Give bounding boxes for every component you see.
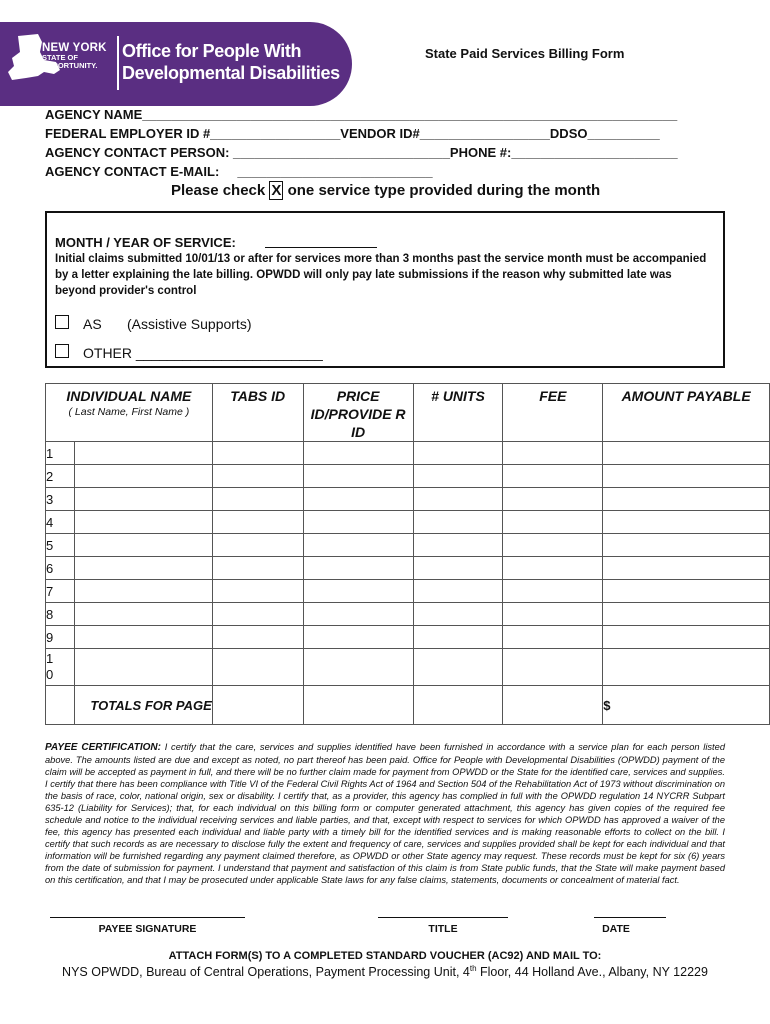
- row-amount-cell[interactable]: [603, 511, 770, 534]
- row-fee-cell[interactable]: [503, 511, 603, 534]
- row-price-cell[interactable]: [303, 488, 413, 511]
- row-number: 6: [46, 557, 75, 580]
- form-title: State Paid Services Billing Form: [425, 46, 625, 61]
- tabs-id-header: TABS ID: [212, 384, 303, 442]
- row-units-cell[interactable]: [413, 603, 503, 626]
- ny-state-name: NEW YORK: [42, 42, 107, 54]
- ny-state-tagline-1: STATE OF: [42, 53, 78, 62]
- row-tabs-cell[interactable]: [212, 488, 303, 511]
- row-fee-cell[interactable]: [503, 442, 603, 465]
- units-header: # UNITS: [413, 384, 503, 442]
- row-tabs-cell[interactable]: [212, 626, 303, 649]
- late-billing-note: Initial claims submitted 10/01/13 or after for services more than 3 months past the service month must be accompanied by a letter explaining the late billing. OPWDD will only pay late submissions if the reason why submitted late was beyond provider's control: [55, 253, 707, 297]
- table-row: [46, 488, 770, 511]
- address-part-2: Floor, 44 Holland Ave., Albany, NY 12229: [476, 965, 708, 980]
- row-units-cell[interactable]: [413, 511, 503, 534]
- row-name-cell[interactable]: [74, 626, 212, 649]
- row-number: 5: [46, 534, 75, 557]
- table-row: [46, 557, 770, 580]
- row-name-cell[interactable]: [74, 465, 212, 488]
- attach-instructions: ATTACH FORM(S) TO A COMPLETED STANDARD VOUCHER (AC92) AND MAIL TO:: [168, 950, 602, 962]
- table-body: [46, 442, 770, 686]
- row-amount-cell[interactable]: [603, 488, 770, 511]
- row-tabs-cell[interactable]: [212, 511, 303, 534]
- row-price-cell[interactable]: [303, 603, 413, 626]
- row-tabs-cell[interactable]: [212, 465, 303, 488]
- row-amount-cell[interactable]: [603, 557, 770, 580]
- table-header-row: [46, 384, 770, 442]
- row-price-cell[interactable]: [303, 511, 413, 534]
- billing-table: [45, 383, 770, 725]
- row-amount-cell[interactable]: [603, 649, 770, 686]
- row-price-cell[interactable]: [303, 580, 413, 603]
- row-units-cell[interactable]: [413, 557, 503, 580]
- individual-name-header-hint: ( Last Name, First Name ): [68, 406, 190, 418]
- totals-fee-cell: [503, 686, 603, 725]
- opwdd-header-banner: [0, 22, 352, 106]
- row-name-cell[interactable]: [74, 534, 212, 557]
- title-label: TITLE: [428, 923, 458, 935]
- row-fee-cell[interactable]: [503, 649, 603, 686]
- totals-label: TOTALS FOR PAGE: [74, 686, 212, 725]
- table-row: [46, 442, 770, 465]
- row-units-cell[interactable]: [413, 488, 503, 511]
- totals-amount-cell[interactable]: $: [603, 686, 770, 725]
- table-row: [46, 603, 770, 626]
- date-label: DATE: [602, 923, 630, 935]
- fein-vendor-ddso-field[interactable]: FEDERAL EMPLOYER ID #__________________VENDOR ID#__________________DDSO__________: [45, 126, 660, 141]
- date-line[interactable]: [594, 917, 666, 918]
- row-amount-cell[interactable]: [603, 465, 770, 488]
- row-number: 9: [46, 626, 75, 649]
- row-amount-cell[interactable]: [603, 580, 770, 603]
- row-tabs-cell[interactable]: [212, 557, 303, 580]
- row-price-cell[interactable]: [303, 465, 413, 488]
- row-units-cell[interactable]: [413, 465, 503, 488]
- row-units-cell[interactable]: [413, 626, 503, 649]
- amount-payable-header: AMOUNT PAYABLE: [603, 384, 770, 442]
- row-units-cell[interactable]: [413, 580, 503, 603]
- address-floor-suffix: th: [469, 964, 477, 973]
- check-mark-example: X: [271, 182, 282, 199]
- address-part-1: NYS OPWDD, Bureau of Central Operations, Payment Processing Unit, 4: [62, 965, 470, 980]
- payee-signature-label: PAYEE SIGNATURE: [98, 923, 197, 935]
- row-amount-cell[interactable]: [603, 603, 770, 626]
- ny-state-wordmark: [42, 42, 107, 70]
- row-fee-cell[interactable]: [503, 465, 603, 488]
- certification-heading: PAYEE CERTIFICATION:: [45, 742, 161, 753]
- row-price-cell[interactable]: [303, 534, 413, 557]
- table-row: [46, 580, 770, 603]
- row-name-cell[interactable]: [74, 488, 212, 511]
- row-number: 1 0: [46, 649, 75, 686]
- agency-name-line-1: Office for People With: [122, 41, 302, 61]
- row-name-cell[interactable]: [74, 580, 212, 603]
- totals-price-cell: [303, 686, 413, 725]
- row-price-cell[interactable]: [303, 557, 413, 580]
- assistive-supports-checkbox[interactable]: [55, 315, 69, 329]
- instruction-prefix: Please check: [171, 182, 270, 199]
- table-row: [46, 649, 770, 686]
- row-name-cell[interactable]: [74, 649, 212, 686]
- individual-name-header-label: INDIVIDUAL NAME: [66, 388, 192, 404]
- row-amount-cell[interactable]: [603, 626, 770, 649]
- row-units-cell[interactable]: [413, 534, 503, 557]
- row-tabs-cell[interactable]: [212, 580, 303, 603]
- banner-divider: [117, 36, 119, 90]
- row-number: 2: [46, 465, 75, 488]
- table-row: [46, 534, 770, 557]
- mailing-address: [0, 964, 770, 979]
- totals-num-cell: [46, 686, 75, 725]
- agency-name-field[interactable]: AGENCY NAME__________________________________________________________________________: [45, 107, 678, 122]
- price-id-header: PRICE ID/PROVIDE R ID: [303, 384, 413, 442]
- agency-wordmark: [122, 40, 340, 84]
- row-units-cell[interactable]: [413, 649, 503, 686]
- row-tabs-cell[interactable]: [212, 649, 303, 686]
- totals-tabs-cell: [212, 686, 303, 725]
- other-service-field[interactable]: OTHER ________________________: [83, 345, 323, 361]
- agency-name-line-2: Developmental Disabilities: [122, 63, 340, 83]
- row-name-cell[interactable]: [74, 511, 212, 534]
- totals-units-cell: [413, 686, 503, 725]
- payee-signature-line[interactable]: [50, 917, 245, 918]
- other-service-checkbox[interactable]: [55, 344, 69, 358]
- row-name-cell[interactable]: [74, 442, 212, 465]
- totals-row: [46, 686, 770, 725]
- instruction-suffix: one service type provided during the month: [283, 182, 601, 199]
- row-number: 7: [46, 580, 75, 603]
- row-amount-cell[interactable]: [603, 442, 770, 465]
- row-number: 4: [46, 511, 75, 534]
- row-tabs-cell[interactable]: [212, 603, 303, 626]
- row-price-cell[interactable]: [303, 626, 413, 649]
- row-number: 3: [46, 488, 75, 511]
- contact-person-phone-field[interactable]: AGENCY CONTACT PERSON: ______________________________PHONE #:_______________________: [45, 145, 678, 160]
- row-tabs-cell[interactable]: [212, 442, 303, 465]
- payee-certification: [45, 741, 725, 886]
- row-tabs-cell[interactable]: [212, 534, 303, 557]
- row-price-cell[interactable]: [303, 649, 413, 686]
- table-row: [46, 626, 770, 649]
- row-fee-cell[interactable]: [503, 557, 603, 580]
- row-fee-cell[interactable]: [503, 603, 603, 626]
- row-units-cell[interactable]: [413, 442, 503, 465]
- row-amount-cell[interactable]: [603, 534, 770, 557]
- contact-email-field[interactable]: AGENCY CONTACT E-MAIL: ___________________________: [45, 164, 433, 179]
- individual-name-header: [46, 384, 213, 442]
- row-fee-cell[interactable]: [503, 488, 603, 511]
- ny-state-tagline-2: OPPORTUNITY.: [42, 61, 98, 70]
- month-year-input-line[interactable]: [265, 247, 377, 248]
- row-number: 1: [46, 442, 75, 465]
- month-year-label: MONTH / YEAR OF SERVICE:: [55, 235, 236, 250]
- row-name-cell[interactable]: [74, 557, 212, 580]
- table-row: [46, 465, 770, 488]
- service-details-box: [45, 211, 725, 368]
- row-fee-cell[interactable]: [503, 580, 603, 603]
- row-number: 8: [46, 603, 75, 626]
- table-row: [46, 511, 770, 534]
- service-type-instruction: [171, 182, 600, 199]
- row-name-cell[interactable]: [74, 603, 212, 626]
- fee-header: FEE: [503, 384, 603, 442]
- row-fee-cell[interactable]: [503, 626, 603, 649]
- row-fee-cell[interactable]: [503, 534, 603, 557]
- certification-body: I certify that the care, services and supplies identified have been furnished in accordance with a service plan for each person listed above. The amounts listed are due and except as noted, no part thereof has been paid. Office for People with Developmental Disabilities (OPWDD) payment of the claim will be accepted as payment in full, and there will be no further claim made for payment from OPWDD or the State for the identified care, services and supplies. I certify that there has been compliance with Title VI of the Federal Civil Rights Act of 1964 and Section 504 of the Rehabilitation Act of 1973 without discrimination on the basis of race, color, national origin, sex or disability. I certify that, as a provider, this agency has complied in full with the OPWDD regulation 14 NYCRR Subpart 635-12 (Liability for Services); that, for each individual on this billing form or computer generated attachment, this agency has given copies of the required fee schedule and notice to the individual receiving services and liable parties, and that, except with respect to services for which OPWDD has approved a waiver of the fee, this agency has presented each individual and liable party with a timely bill for the identified services and is making reasonable efforts to collect on the bill. I certify that such records as are necessary to disclose fully the extent and frequency of care, services and supplies provided shall be kept for each individual and that information will be furnished regarding any payment claimed therefore, as OPWDD or other State agency may request. These records must be kept for six (6) years from the date of submission for payment. I understand that payment and satisfaction of this claim is from State public funds, that the State will make payment based on this certification, and that I may be prosecuted under applicable State laws for any false claims, statements, documents or concealment of material fact.: [45, 742, 725, 885]
- title-line[interactable]: [378, 917, 508, 918]
- assistive-supports-code: AS: [83, 316, 102, 332]
- assistive-supports-label: (Assistive Supports): [127, 316, 252, 332]
- row-price-cell[interactable]: [303, 442, 413, 465]
